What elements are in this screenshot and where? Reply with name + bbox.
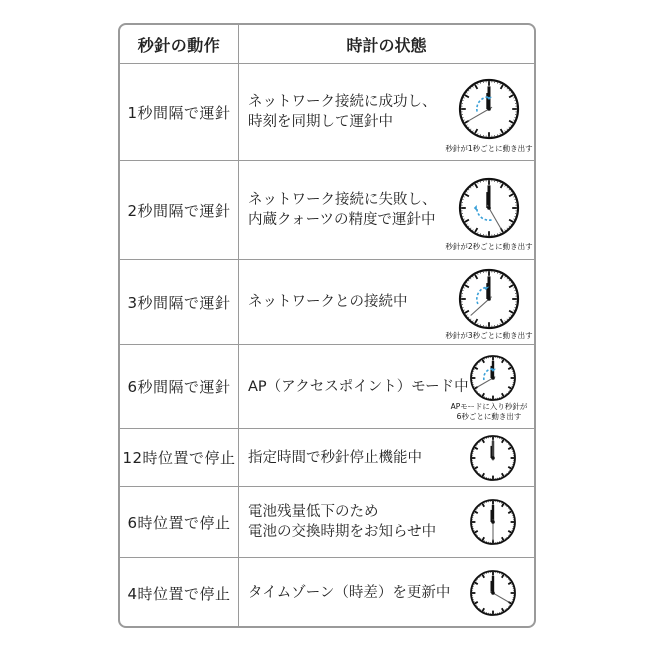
state-text: ネットワークとの接続中	[248, 294, 408, 310]
state-cell	[239, 64, 534, 160]
clock-caption: APモードに入り秒針が 6秒ごとに動き出す	[450, 402, 528, 421]
clock-icon	[457, 267, 521, 331]
state-text: ネットワーク接続に成功し、 時刻を同期して運針中	[248, 94, 437, 130]
state-text: タイムゾーン（時差）を更新中	[248, 585, 451, 601]
action-cell: 3秒間隔で運針	[120, 260, 239, 344]
action-cell: 12時位置で停止	[120, 429, 239, 486]
table-header	[120, 25, 534, 64]
clock-icon	[468, 353, 518, 403]
action-cell: 4時位置で停止	[120, 558, 239, 628]
table-row	[120, 260, 534, 345]
table-row	[120, 345, 534, 429]
state-text: ネットワーク接続に失敗し、 内蔵クォーツの精度で運針中	[248, 192, 437, 228]
action-cell: 2秒間隔で運針	[120, 161, 239, 259]
state-cell	[239, 161, 534, 259]
clock-icon	[468, 568, 518, 618]
header-action: 秒針の動作	[120, 25, 239, 63]
state-text: 指定時間で秒針停止機能中	[248, 449, 422, 466]
clock-caption: 秒針が3秒ごとに動き出す	[445, 331, 533, 340]
state-text: AP（アクセスポイント）モード中	[248, 378, 469, 395]
clock-caption: 秒針が2秒ごとに動き出す	[445, 242, 533, 251]
action-cell: 6時位置で停止	[120, 487, 239, 557]
clock-icon	[468, 433, 518, 483]
state-cell	[239, 558, 534, 628]
state-cell	[239, 429, 534, 486]
action-cell: 1秒間隔で運針	[120, 64, 239, 160]
state-text: 電池残量低下のため 電池の交換時期をお知らせ中	[248, 504, 437, 540]
table-row	[120, 64, 534, 161]
table-row	[120, 161, 534, 260]
table-row	[120, 487, 534, 558]
table-row	[120, 429, 534, 487]
clock-icon	[457, 77, 521, 141]
clock-caption: 秒針が1秒ごとに動き出す	[445, 144, 533, 153]
state-cell	[239, 260, 534, 344]
clock-icon	[468, 497, 518, 547]
table-row	[120, 558, 534, 628]
state-cell	[239, 487, 534, 557]
state-cell	[239, 345, 534, 428]
action-cell: 6秒間隔で運針	[120, 345, 239, 428]
status-table	[118, 23, 536, 628]
header-state: 時計の状態	[346, 35, 427, 55]
clock-icon	[457, 176, 521, 240]
